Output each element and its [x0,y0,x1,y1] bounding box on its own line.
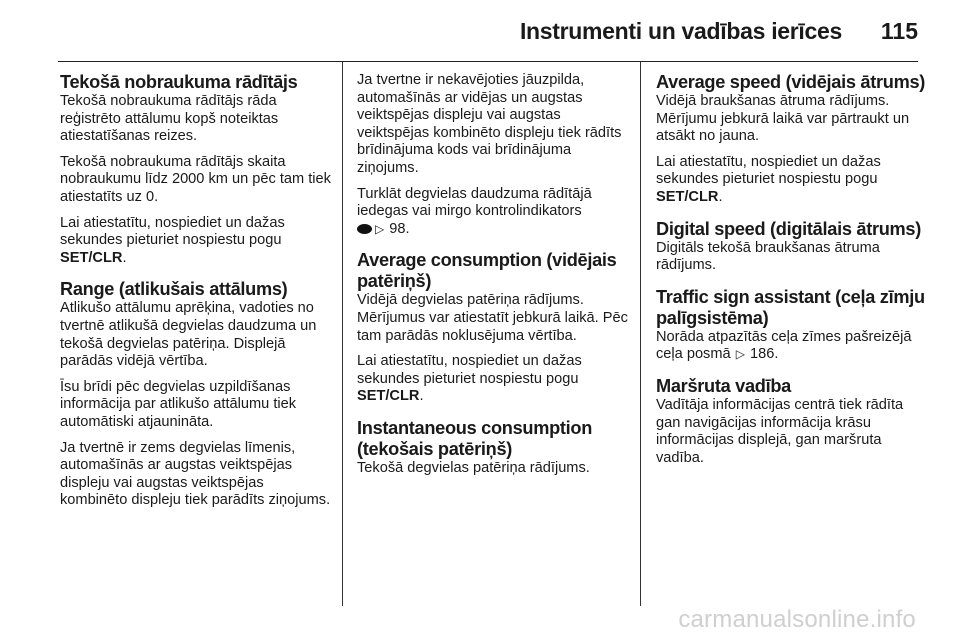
page-reference[interactable]: 98. [389,220,410,237]
heading-route-guidance: Maršruta vadība [656,375,791,396]
page-reference-icon: ▷ [735,347,745,362]
paragraph: Tekošā degvielas patēriņa rādījums. [357,459,590,476]
text: . [718,188,723,205]
paragraph [357,353,629,406]
column-2 [357,72,629,486]
paragraph: Tekošā nobraukuma rādītājs skaita nobraukumu līdz 2000 km un pēc tam tiek atiestatīts uz 0. [60,153,331,205]
button-name-set-clr: SET/CLR [656,188,719,205]
button-name-set-clr: SET/CLR [357,388,420,405]
paragraph: Tekošā nobraukuma rādītājs rāda reģistrēto attālumu kopš noteiktas atiestatīšanas reizes. [60,93,279,145]
paragraph: Atlikušo attālumu aprēķina, vadoties no tvertnē atlikušā degvielas daudzuma un tekošā degvielas patēriņa. Displejā parādās vidējā vērtība. [60,300,317,370]
watermark: carmanualsonline.info [678,606,916,633]
page-reference[interactable]: 186. [749,346,779,363]
page-number: 115 [880,18,918,44]
heading-instantaneous-consumption: Instantaneous consumption (tekošais patēriņš) [357,417,593,459]
text: Turklāt degvielas daudzuma rādītājā iedegas vai mirgo kontrolindikators [357,185,592,220]
fuel-indicator-icon [357,224,372,234]
column-divider-2 [640,62,641,606]
paragraph [656,329,928,364]
paragraph [656,154,928,207]
page-reference-icon: ▷ [375,221,385,236]
text: . [122,249,127,266]
text: . [419,388,424,405]
text: Lai atiestatītu, nospiediet un dažas sekundes pieturiet nospiestu pogu [357,353,582,387]
paragraph: Īsu brīdi pēc degvielas uzpildīšanas informācija par atlikušo attālumu tiek automātiski atjaunināta. [60,378,297,430]
column-1 [60,72,332,518]
page-title: Instrumenti un vadības ierīces [519,18,842,44]
button-name-set-clr: SET/CLR [60,249,123,266]
paragraph: Vidējā braukšanas ātruma rādījums. Mērījumu jebkurā laikā var pārtraukt un atsākt no jauna. [656,93,910,145]
paragraph: Vadītāja informācijas centrā tiek rādīta gan navigācijas informācija krāsu informācijas displejā, gan maršruta vadība. [656,396,904,466]
heading-average-consumption: Average consumption (vidējais patēriņš) [357,250,617,292]
heading-traffic-sign-assistant: Traffic sign assistant (ceļa zīmju palīgsistēma) [656,286,925,328]
header-divider [58,61,918,62]
column-divider-1 [342,62,343,606]
heading-digital-speed: Digital speed (digitālais ātrums) [656,218,921,239]
paragraph: Digitāls tekošā braukšanas ātruma rādījums. [656,239,880,274]
column-3 [656,72,928,475]
paragraph: Ja tvertnē ir zems degvielas līmenis, automašīnās ar augstas veiktspējas displeju vai augstas veiktspējas kombinēto displeju tiek parādīts ziņojums. [60,439,331,509]
paragraph [60,215,332,268]
text: Norāda atpazītās ceļa zīmes pašreizējā ceļa posmā [656,328,912,363]
text: Lai atiestatītu, nospiediet un dažas sekundes pieturiet nospiestu pogu [656,153,881,188]
heading-range: Range (atlikušais attālums) [60,279,288,300]
paragraph: Vidējā degvielas patēriņa rādījums. Mērījumus var atiestatīt jebkurā laikā. Pēc tam parādās noklusējuma vērtība. [357,292,628,344]
heading-average-speed: Average speed (vidējais ātrums) [656,72,926,92]
paragraph: Ja tvertne ir nekavējoties jāuzpilda, automašīnās ar vidējas un augstas veiktspējas displeju vai augstas veiktspējas kombinēto displeju tiek rādīts brīdinājuma kods vai brīdinājuma ziņojums. [357,72,622,176]
text: Lai atiestatītu, nospiediet un dažas sekundes pieturiet nospiestu pogu [60,214,285,249]
paragraph [357,186,629,239]
heading-trip-odometer: Tekošā nobraukuma rādītājs [60,72,298,92]
